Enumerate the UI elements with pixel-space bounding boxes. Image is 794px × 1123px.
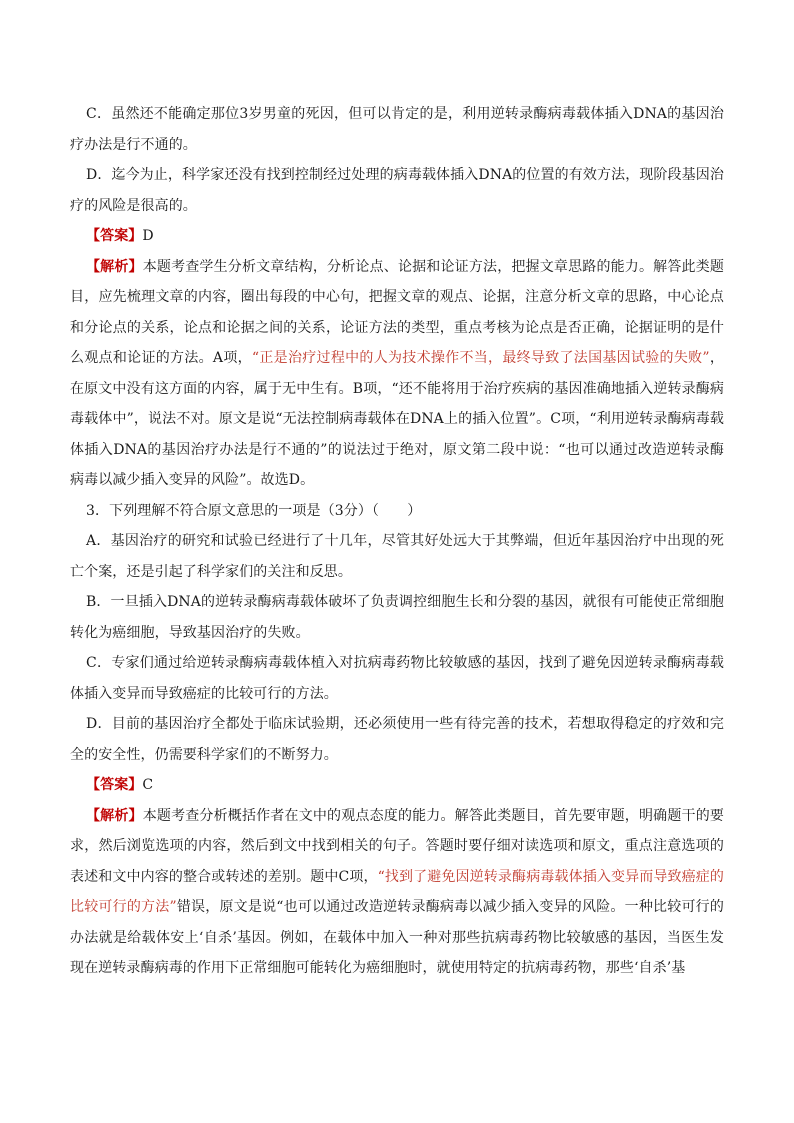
q3-option-c: C．专家们通过给逆转录酶病毒载体植入对抗病毒药物比较敏感的基因，找到了避免因逆转录酶病毒载体插入变异而导致癌症的比较可行的方法。 xyxy=(70,655,724,702)
q2-option-d: D．迄今为止，科学家还没有找到控制经过处理的病毒载体插入DNA的位置的有效方法，现阶段基因治疗的风险是很高的。 xyxy=(70,167,724,214)
q3-stem: 3．下列理解不符合原文意思的一项是（3分）（ ） xyxy=(86,502,422,519)
answer-tag: 【答案】 xyxy=(86,777,143,793)
answer-value: D xyxy=(142,228,154,244)
q2-answer xyxy=(70,221,724,252)
q3-answer xyxy=(70,770,724,801)
analysis-text-2: ，在原文中没有这方面的内容，属于无中生有。B项，“还不能将用于治疗疾病的基因准确地插入逆转录酶病毒载体中”，说法不对。原文是说“无法控制病毒载体在DNA上的插入位置”。C项，“利用逆转录酶病毒载体插入DNA的基因治疗办法是行不通的”的说法过于绝对，原文第二段中说：“也可以通过改造逆转录酶病毒以减少插入变异的风险”。故选D。 xyxy=(70,350,724,488)
q3-option-d: D．目前的基因治疗全都处于临床试验期，还必须使用一些有待完善的技术，若想取得稳定的疗效和完全的安全性，仍需要科学家们的不断努力。 xyxy=(70,716,724,763)
analysis-tag: 【解析】 xyxy=(86,258,143,275)
q3-option-a: A．基因治疗的研究和试验已经进行了十几年，尽管其好处远大于其弊端，但近年基因治疗中出现的死亡个案，还是引起了科学家们的关注和反思。 xyxy=(70,533,724,580)
analysis-text-1: 本题考查分析概括作者在文中的观点态度的能力。解答此类题目，首先要审题，明确题干的要求，然后浏览选项的内容，然后到文中找到相关的句子。答题时要仔细对读选项和原文，重点注意选项的表述和文中内容的整合或转述的差别。题中C项， xyxy=(70,807,724,885)
analysis-text-1: 本题考查学生分析文章结构，分析论点、论据和论证方法，把握文章思路的能力。解答此类题目，应先梳理文章的内容，圈出每段的中心句，把握文章的观点、论据，注意分析文章的思路，中心论点和分论点的关系，论点和论据之间的关系，论证方法的类型，重点考核为论点是否正确，论据证明的是什么观点和论证的方法。A项， xyxy=(70,258,724,366)
q3-option-b: B．一旦插入DNA的逆转录酶病毒载体破坏了负责调控细胞生长和分裂的基因，就很有可能使正常细胞转化为癌细胞，导致基因治疗的失败。 xyxy=(70,594,724,641)
analysis-text-2: 错误，原文是说“也可以通过改造逆转录酶病毒以减少插入变异的风险。一种比较可行的办法就是给载体安上‘自杀’基因。例如，在载体中加入一种对那些抗病毒药物比较敏感的基因，当医生发现在逆转录酶病毒的作用下正常细胞可能转化为癌细胞时，就使用特定的抗病毒药物，那些‘自杀’基 xyxy=(70,899,724,976)
answer-tag: 【答案】 xyxy=(86,228,143,244)
answer-value: C xyxy=(142,777,154,793)
analysis-tag: 【解析】 xyxy=(86,807,143,824)
analysis-quote: “找到了避免因逆转录酶病毒载体插入变异而导致癌症的比较可行的方法” xyxy=(70,868,724,915)
q3-analysis xyxy=(70,801,724,984)
q2-option-c: C．虽然还不能确定那位3岁男童的死因，但可以肯定的是，利用逆转录酶病毒载体插入DNA的基因治疗办法是行不通的。 xyxy=(70,106,724,153)
analysis-quote: “正是治疗过程中的人为技术操作不当，最终导致了法国基因试验的失败” xyxy=(251,350,710,366)
q2-analysis xyxy=(70,252,724,496)
